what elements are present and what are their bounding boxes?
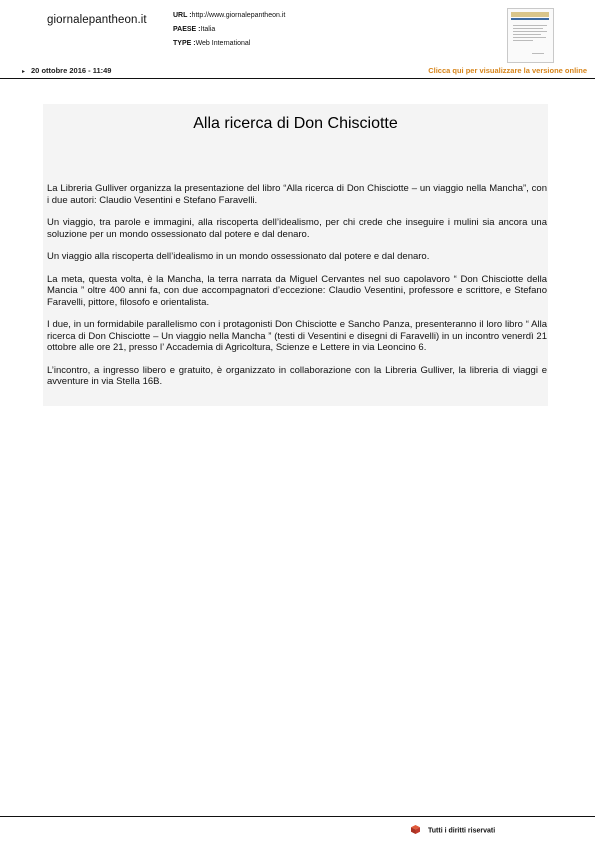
- meta-country: [173, 23, 285, 37]
- date-line: [22, 66, 111, 75]
- header-divider: [0, 78, 595, 79]
- meta-key: URL :: [173, 12, 192, 19]
- article-paragraph: L’incontro, a ingresso libero e gratuito, è organizzato in collaborazione con la Libreria Gulliver, la libreria di viaggi e avventure in via Stella 16B.: [47, 364, 547, 387]
- article-paragraph: Un viaggio, tra parole e immagini, alla riscoperta dell’idealismo, per chi crede che inseguire i mulini sia ancora una soluzione per un mondo ossessionato dal potere e dal denaro.: [47, 217, 547, 240]
- footer: [411, 825, 495, 836]
- article-body: [47, 183, 547, 399]
- arrow-right-icon: ▸: [22, 69, 26, 75]
- article-paragraph: La Libreria Gulliver organizza la presentazione del libro “Alla ricerca di Don Chisciotte – un viaggio nella Mancha”, con i due autori: Claudio Vesentini e Stefano Faravelli.: [47, 183, 547, 206]
- article-paragraph: La meta, questa volta, è la Mancha, la terra narrata da Miguel Cervantes nel suo capolavoro “ Don Chisciotte della Mancia ” oltre 400 anni fa, con due accompagnatori d’eccezione: Claudio Vesentini, professore e scrittore, e Stefano Faravelli, pittore, filosofo e orientalista.: [47, 273, 547, 308]
- rights-text: Tutti i diritti riservati: [428, 827, 496, 835]
- source-name: giornalepantheon.it: [47, 14, 147, 26]
- footer-divider: [0, 816, 595, 817]
- cube-logo-icon: [411, 825, 420, 836]
- meta-url: [173, 9, 285, 23]
- article-paragraph: I due, in un formidabile parallelismo con i protagonisti Don Chisciotte e Sancho Panza, presenteranno il loro libro “ Alla ricerca di Don Chisciotte – Un viaggio nella Mancha ” (testi di Vesentini e disegni di Faravelli) in un incontro venerdì 21 ottobre alle ore 21, presso l’ Accademia di Agricoltura, Scienze e Lettere in via Leoncino 6.: [47, 319, 547, 353]
- meta-block: [173, 9, 285, 51]
- meta-value: Web International: [195, 40, 251, 47]
- meta-type: [173, 37, 285, 51]
- publish-date: 20 ottobre 2016 - 11:49: [31, 66, 112, 75]
- meta-value: Italia: [200, 26, 216, 33]
- page-thumbnail[interactable]: [507, 8, 554, 63]
- meta-value: http://www.giornalepantheon.it: [191, 12, 286, 19]
- article-title: Alla ricerca di Don Chisciotte: [193, 115, 398, 132]
- article-paragraph: Un viaggio alla riscoperta dell’idealismo in un mondo ossessionato dal potere e dal denaro.: [47, 251, 430, 262]
- online-version-link[interactable]: Clicca qui per visualizzare la versione online: [428, 66, 587, 75]
- meta-key: TYPE :: [173, 40, 196, 47]
- meta-key: PAESE :: [173, 26, 201, 33]
